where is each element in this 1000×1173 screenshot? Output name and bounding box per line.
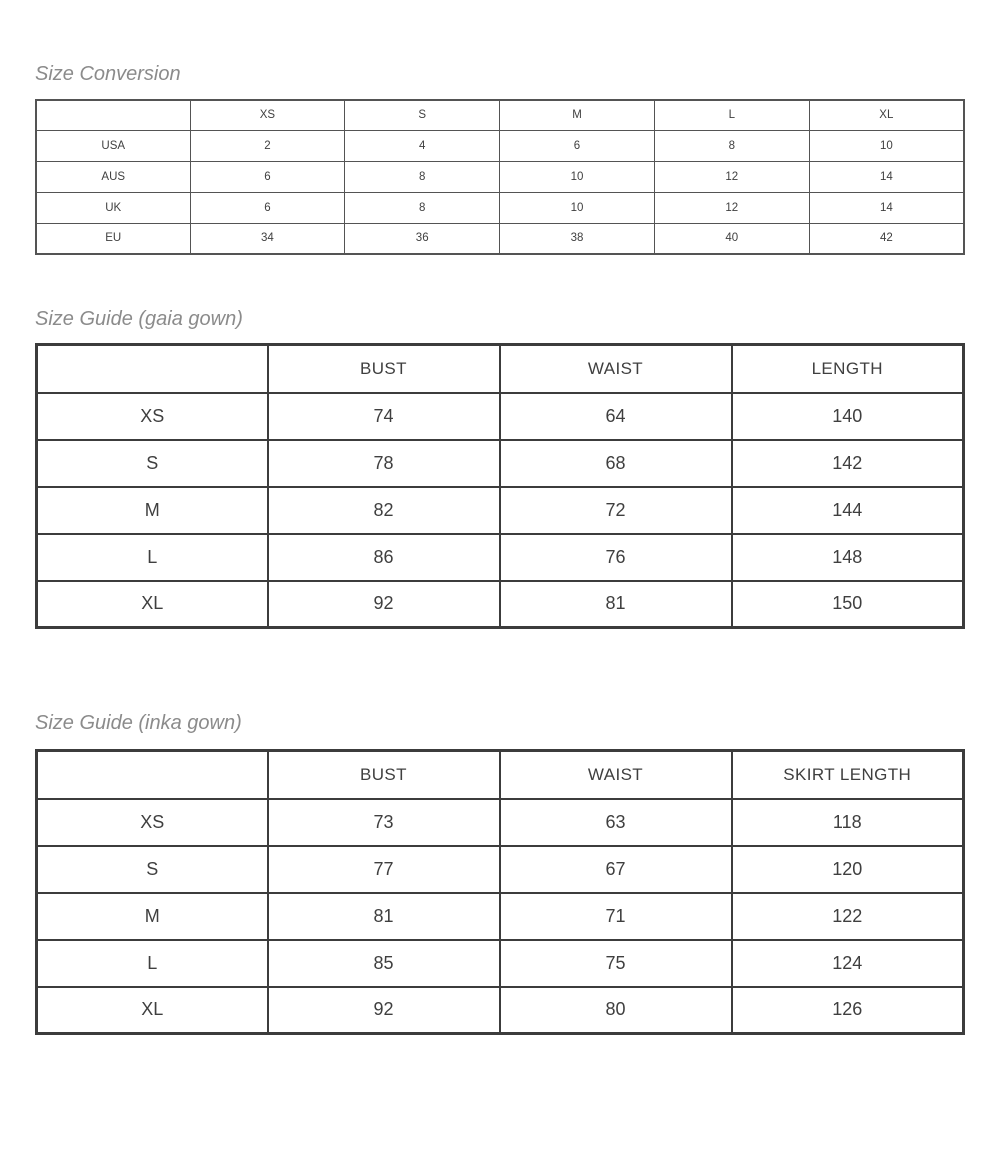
value-cell: 6 [500,130,655,161]
value-cell: 150 [732,581,964,628]
value-cell: 73 [268,799,500,846]
table-row [36,161,964,192]
value-cell: 38 [500,223,655,254]
value-cell: 42 [809,223,964,254]
section-title-gaia-gown: Size Guide (gaia gown) [35,308,243,330]
column-header-cell: XL [809,100,964,130]
value-cell: 80 [500,987,732,1034]
column-header-cell: M [500,100,655,130]
row-label-cell: XL [37,581,268,628]
row-label-cell: L [37,534,268,581]
value-cell: 6 [190,192,345,223]
row-label-cell: M [37,487,268,534]
size-chart-document [35,62,965,1035]
row-label-cell: EU [36,223,190,254]
table-row [37,393,964,440]
value-cell: 10 [500,161,655,192]
value-cell: 77 [268,846,500,893]
row-label-cell: M [37,893,268,940]
value-cell: 81 [268,893,500,940]
row-label-cell: XL [37,987,268,1034]
value-cell: 2 [190,130,345,161]
value-cell: 86 [268,534,500,581]
row-label-cell: XS [37,393,268,440]
column-header-cell: XS [190,100,345,130]
value-cell: 8 [345,192,500,223]
table-row [37,987,964,1034]
table-row [36,130,964,161]
column-header-cell: SKIRT LENGTH [732,751,964,799]
value-cell: 92 [268,581,500,628]
value-cell: 67 [500,846,732,893]
value-cell: 78 [268,440,500,487]
row-label-cell: S [37,440,268,487]
value-cell: 92 [268,987,500,1034]
value-cell: 74 [268,393,500,440]
value-cell: 124 [732,940,964,987]
row-label-cell: S [37,846,268,893]
value-cell: 10 [809,130,964,161]
value-cell: 10 [500,192,655,223]
table-row [37,581,964,628]
corner-cell [37,345,268,393]
value-cell: 14 [809,192,964,223]
row-label-cell: AUS [36,161,190,192]
value-cell: 68 [500,440,732,487]
table-row [37,846,964,893]
corner-cell [36,100,190,130]
column-header-cell: L [654,100,809,130]
table-row [37,487,964,534]
value-cell: 72 [500,487,732,534]
table-row [37,440,964,487]
value-cell: 40 [654,223,809,254]
value-cell: 64 [500,393,732,440]
value-cell: 6 [190,161,345,192]
column-header-cell: WAIST [500,751,732,799]
corner-cell [37,751,268,799]
value-cell: 82 [268,487,500,534]
value-cell: 63 [500,799,732,846]
row-label-cell: UK [36,192,190,223]
value-cell: 12 [654,192,809,223]
value-cell: 71 [500,893,732,940]
value-cell: 8 [345,161,500,192]
value-cell: 4 [345,130,500,161]
table-row [36,223,964,254]
row-label-cell: L [37,940,268,987]
column-header-cell: LENGTH [732,345,964,393]
value-cell: 14 [809,161,964,192]
value-cell: 148 [732,534,964,581]
table-header-row [36,100,964,130]
column-header-cell: BUST [268,345,500,393]
value-cell: 120 [732,846,964,893]
size-conversion-table [35,99,965,255]
table-row [37,799,964,846]
section-title-size-conversion: Size Conversion [35,63,181,85]
section-title-inka-gown: Size Guide (inka gown) [35,712,242,734]
row-label-cell: USA [36,130,190,161]
table-row [36,192,964,223]
table-header-row [37,345,964,393]
value-cell: 34 [190,223,345,254]
value-cell: 85 [268,940,500,987]
value-cell: 76 [500,534,732,581]
table-row [37,940,964,987]
value-cell: 12 [654,161,809,192]
value-cell: 75 [500,940,732,987]
value-cell: 122 [732,893,964,940]
table-header-row [37,751,964,799]
column-header-cell: WAIST [500,345,732,393]
table-row [37,534,964,581]
value-cell: 140 [732,393,964,440]
value-cell: 144 [732,487,964,534]
row-label-cell: XS [37,799,268,846]
value-cell: 118 [732,799,964,846]
inka-gown-size-table [35,749,965,1035]
value-cell: 81 [500,581,732,628]
value-cell: 8 [654,130,809,161]
value-cell: 142 [732,440,964,487]
column-header-cell: S [345,100,500,130]
table-row [37,893,964,940]
gaia-gown-size-table [35,343,965,629]
value-cell: 126 [732,987,964,1034]
column-header-cell: BUST [268,751,500,799]
value-cell: 36 [345,223,500,254]
